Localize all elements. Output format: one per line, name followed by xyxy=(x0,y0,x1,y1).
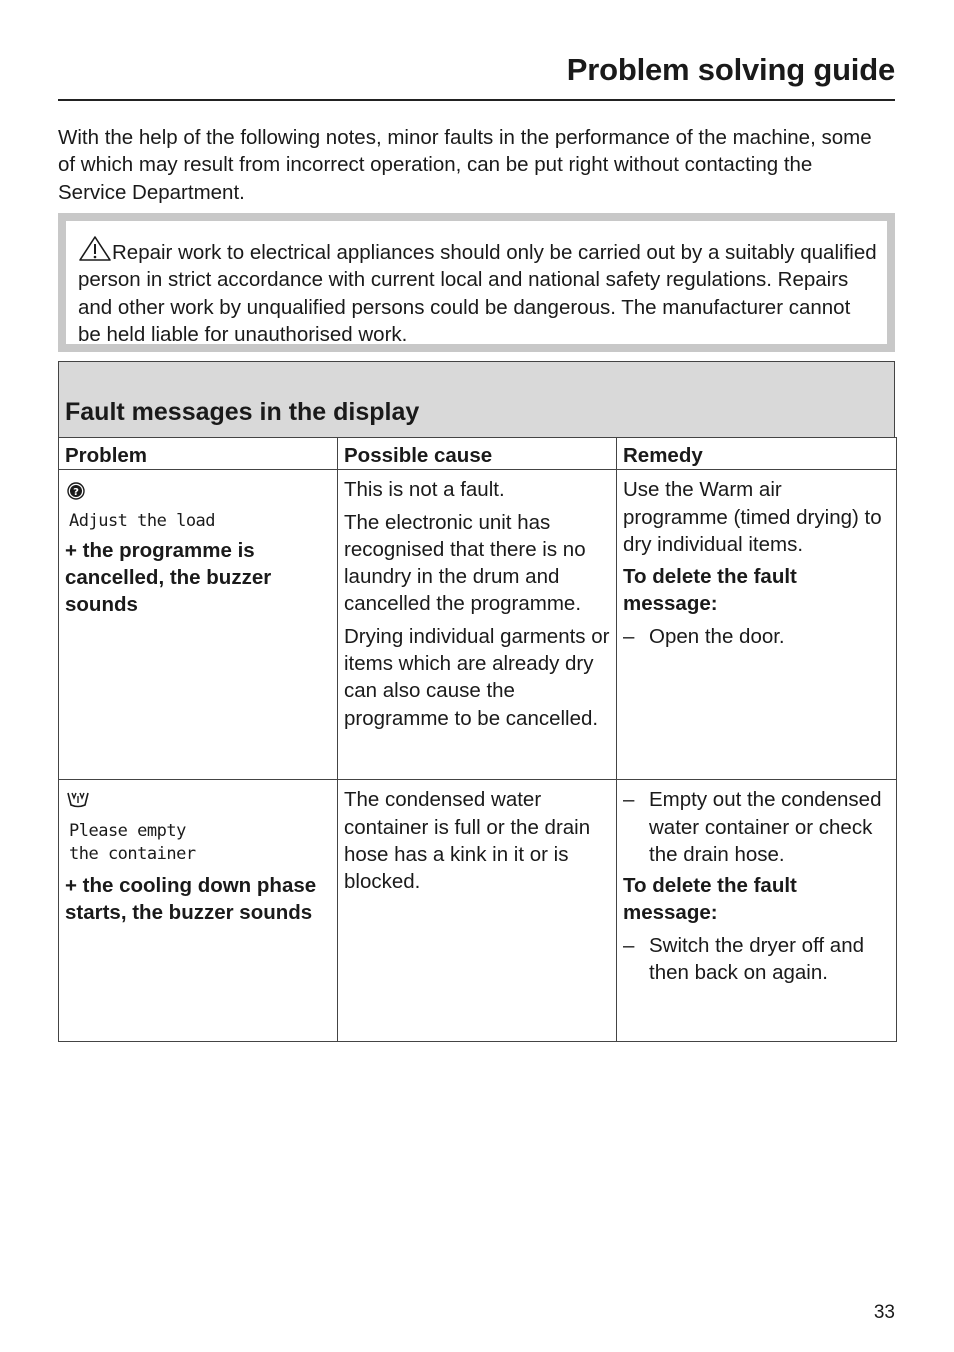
list-item xyxy=(623,786,890,868)
warning-triangle-icon xyxy=(78,235,112,261)
page-title: Problem solving guide xyxy=(566,52,895,87)
list-item xyxy=(623,623,890,650)
problem-note: + the programme is cancelled, the buzzer sounds xyxy=(65,538,272,617)
warning-content xyxy=(66,221,887,344)
remedy-step: Switch the dryer off and then back on again. xyxy=(649,933,864,985)
remedy-step: Open the door. xyxy=(649,624,785,648)
header-problem: Problem xyxy=(59,438,338,470)
title-divider xyxy=(58,99,895,101)
cause-cell xyxy=(338,780,617,1042)
header-remedy: Remedy xyxy=(617,438,897,470)
cause-text: Drying individual garments or items which are already dry can also cause the programme to be cancelled. xyxy=(344,624,610,730)
dash-bullet: – xyxy=(623,624,635,648)
question-mark-icon xyxy=(65,480,331,507)
fault-messages-table xyxy=(58,437,897,1042)
remedy-cell xyxy=(617,780,897,1042)
cause-cell xyxy=(338,470,617,780)
intro-paragraph: With the help of the following notes, minor faults in the performance of the machine, some of which may result from incorrect operation, can be put right without contacting the Service Department. xyxy=(58,126,872,204)
display-text: Adjust the load xyxy=(69,510,216,531)
header-cause: Possible cause xyxy=(338,438,617,470)
problem-cell xyxy=(59,780,338,1042)
remedy-step: Empty out the condensed water container or check the drain hose. xyxy=(649,788,882,866)
display-text: the container xyxy=(69,843,196,864)
section-title: Fault messages in the display xyxy=(65,398,420,426)
display-text: Please empty xyxy=(69,820,186,841)
remedy-text: Use the Warm air programme (timed drying) to dry individual items. xyxy=(623,478,882,556)
remedy-cell xyxy=(617,470,897,780)
warning-box xyxy=(58,213,895,352)
cause-text: The electronic unit has recognised that there is no laundry in the drum and cancelled the programme. xyxy=(344,510,586,616)
problem-note: + the cooling down phase starts, the buzzer sounds xyxy=(65,873,317,924)
dash-bullet: – xyxy=(623,933,635,957)
cause-text: This is not a fault. xyxy=(344,478,505,502)
warning-text: Repair work to electrical appliances should only be carried out by a suitably qualified person in strict accordance with current local and national safety regulations. Repairs and other work by unqualified persons could be dangerous. The manufacturer cannot be held liable for unauthorised work. xyxy=(78,241,877,346)
delete-fault-label: To delete the fault message: xyxy=(623,874,797,925)
svg-text:?: ? xyxy=(73,487,79,499)
table-header-row xyxy=(59,438,897,470)
table-row xyxy=(59,780,897,1042)
problem-cell xyxy=(59,470,338,780)
table-row xyxy=(59,470,897,780)
water-container-icon xyxy=(65,790,331,817)
list-item xyxy=(623,932,890,987)
cause-text: The condensed water container is full or the drain hose has a kink in it or is blocked. xyxy=(344,788,591,894)
delete-fault-label: To delete the fault message: xyxy=(623,565,797,616)
page-number: 33 xyxy=(873,1302,895,1323)
dash-bullet: – xyxy=(623,788,635,812)
section-header xyxy=(58,361,895,437)
